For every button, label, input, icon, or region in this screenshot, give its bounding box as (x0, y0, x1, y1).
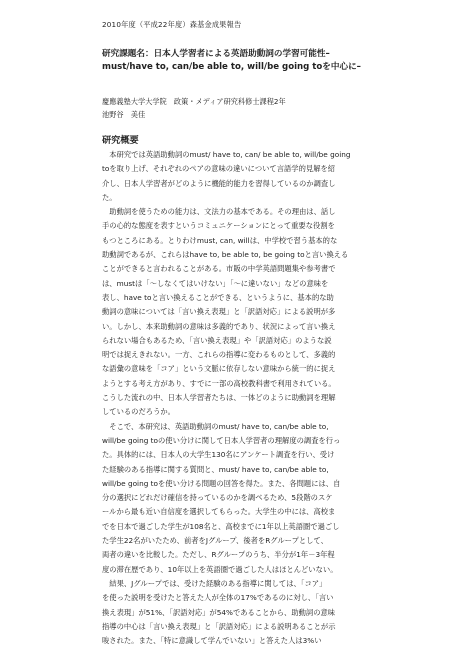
body-line: い。しかし、本来助動詞の意味は多義的であり、状況によって言い換え (102, 321, 336, 331)
body-line: 手の心的な態度を表すというコミュニケーションにとって重要な役割を (102, 221, 335, 231)
body-line: た。具体的には、日本人の大学生130名にアンケート調査を行い、受け (102, 450, 335, 460)
body-line: will/be going toを使い分ける問題の回答を得た。また、各問題には、自 (102, 478, 341, 488)
body-line: 度の滞在歴であり、10年以上を英語圏で過ごした人はほとんどいない。 (102, 564, 338, 574)
research-title-line-2: must/have to, can/be able to, will/be going toを中心に– (102, 62, 361, 72)
body-line: た学生22名がいたため、前者をJグループ、後者をRグループとして、 (102, 536, 328, 546)
body-line: しているのだろうか。 (102, 407, 175, 417)
body-line: 両者の違いを比較した。ただし、Rグループのうち、半分が1年－3年程 (102, 550, 335, 560)
research-title-line-1: 研究課題名：日本人学習者による英語助動詞の学習可能性– (102, 49, 330, 59)
body-line: will/be going toの使い分けに関して日本人学習者の理解度の調査を行っ (102, 435, 341, 445)
body-line: 換え表現」が51%、「訳語対応」が54%であることから、助動詞の意味 (102, 607, 336, 617)
research-title (102, 48, 432, 74)
body-line: た経験のある指導に関する質問と、must/ have to, can/be able to, (102, 464, 329, 474)
body-line: 結果、Jグループでは、受けた経験のある指導に関しては、「コア」 (102, 578, 327, 588)
author-name: 池野谷 美佳 (102, 110, 146, 119)
body-line: 動詞の意味については「言い換え表現」と「訳語対応」による説明が多 (102, 307, 336, 317)
body-line: 表し、have toと言い換えることができる、というように、基本的な助 (102, 292, 334, 302)
section-title: 研究概要 (102, 135, 139, 146)
body-line: でを日本で過ごした学生が108名と、高校までに1年以上英語圏で過ごし (102, 521, 340, 531)
body-line: 唆された。また、「特に意識して学んでいない」と答えた人は3%い (102, 636, 322, 646)
body-line: 分の選択にどれだけ確信を持っているのかを調べるため、5段階のスケ (102, 493, 333, 503)
body-line: られない場合もあるため、「言い換え表現」や「訳語対応」のような説 (102, 335, 332, 345)
body-line: ようとする考え方があり、すでに一部の高校教科書で利用されている。 (102, 378, 336, 388)
body-line: ールから最も近い自信度を選択してもらった。大学生の中には、高校ま (102, 507, 336, 517)
body-line: もつところにある。とりわけmust, can, willは、中学校で習う基本的な (102, 235, 338, 245)
body-line: 助動詞であるが、これらはhave to, be able to, be going toと言い換える (102, 250, 349, 260)
body-line: を使った説明を受けたと答えた人が全体の17%であるのに対し、「言い (102, 593, 334, 603)
report-header: 2010年度（平成22年度）森基金成果報告 (102, 20, 242, 29)
body-line: ことができると言われることがある。市販の中学英語問題集や参考書で (102, 264, 336, 274)
body-line: こうした流れの中、日本人学習者たちは、一体どのように助動詞を理解 (102, 393, 336, 403)
body-line: 明では捉えきれない。一方、これらの指導に変わるものとして、多義的 (102, 350, 336, 360)
body-line: 助動詞を使うための能力は、文法力の基本である。その理由は、話し (102, 207, 336, 217)
body-line: は、mustは「～しなくてはいけない」「～に違いない」などの意味を (102, 278, 329, 288)
body-line: toを取り上げ、それぞれのペアの意味の違いについて言語学的見解を紹 (102, 164, 336, 174)
author-affiliation: 慶應義塾大学大学院 政策・メディア研究科修士課程2年 (102, 97, 286, 106)
body-line: 介し、日本人学習者がどのように機能的能力を習得しているのか調査し (102, 178, 336, 188)
author-block (102, 95, 286, 121)
body-line: な語彙の意味を「コア」という文脈に依存しない意味から統一的に捉え (102, 364, 336, 374)
body-text (102, 148, 434, 648)
body-line: た。 (102, 192, 117, 202)
body-line: 本研究では英語助動詞のmust/ have to, can/ be able to, will/be going (102, 150, 351, 159)
body-line: そこで、本研究は、英語助動詞のmust/ have to, can/be able to, (102, 421, 329, 431)
body-line: 指導の中心は「言い換え表現」と「訳語対応」による説明あることが示 (102, 621, 336, 631)
